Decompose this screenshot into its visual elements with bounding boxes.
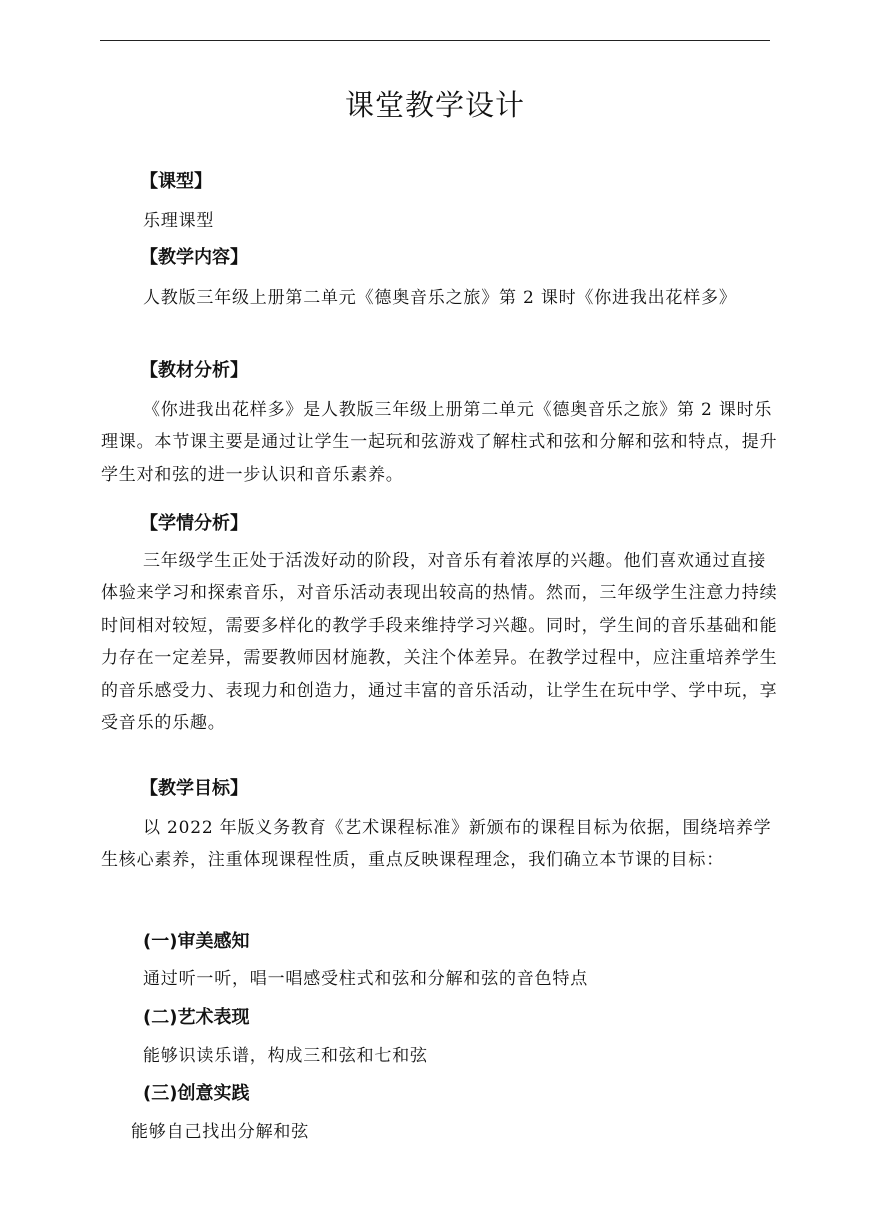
- goal-heading-aesthetic: (一)审美感知: [143, 931, 250, 952]
- section-text-objectives: 以 2022 年版义务教育《艺术课程标准》新颁布的课程目标为依据，围绕培养学生核心素养，注重体现课程性质，重点反映课程理念，我们确立本节课的目标：: [101, 818, 772, 871]
- section-text-material-analysis: 《你进我出花样多》是人教版三年级上册第二单元《德奥音乐之旅》第 2 课时乐理课。本节课主要是通过让学生一起玩和弦游戏了解柱式和弦和分解和弦和特点，提升学生对和弦的进一步认识和音乐素养。: [101, 400, 778, 485]
- section-heading-content: 【教学内容】: [140, 247, 248, 268]
- section-heading-lesson-type: 【课型】: [140, 171, 212, 192]
- section-text-lesson-type: 乐理课型: [143, 211, 215, 231]
- section-heading-material-analysis: 【教材分析】: [140, 360, 248, 381]
- goal-text-expression: 能够识读乐谱，构成三和弦和七和弦: [143, 1046, 428, 1066]
- header-rule: [100, 40, 770, 41]
- section-heading-objectives: 【教学目标】: [140, 778, 248, 799]
- goal-text-creative: 能够自己找出分解和弦: [131, 1122, 309, 1142]
- section-text-content: 人教版三年级上册第二单元《德奥音乐之旅》第 2 课时《你进我出花样多》: [143, 288, 737, 308]
- goal-text-aesthetic: 通过听一听，唱一唱感受柱式和弦和分解和弦的音色特点: [143, 969, 588, 989]
- goal-heading-creative: (三)创意实践: [143, 1083, 250, 1104]
- section-text-student-analysis: 三年级学生正处于活泼好动的阶段，对音乐有着浓厚的兴趣。他们喜欢通过直接体验来学习和探索音乐，对音乐活动表现出较高的热情。然而，三年级学生注意力持续时间相对较短，需要多样化的教学手段来维持学习兴趣。同时，学生间的音乐基础和能力存在一定差异，需要教师因材施教，关注个体差异。在教学过程中，应注重培养学生的音乐感受力、表现力和创造力，通过丰富的音乐活动，让学生在玩中学、学中玩，享受音乐的乐趣。: [101, 551, 778, 734]
- goal-heading-expression: (二)艺术表现: [143, 1007, 250, 1028]
- section-heading-student-analysis: 【学情分析】: [140, 513, 248, 534]
- page-title: 课堂教学设计: [344, 88, 525, 122]
